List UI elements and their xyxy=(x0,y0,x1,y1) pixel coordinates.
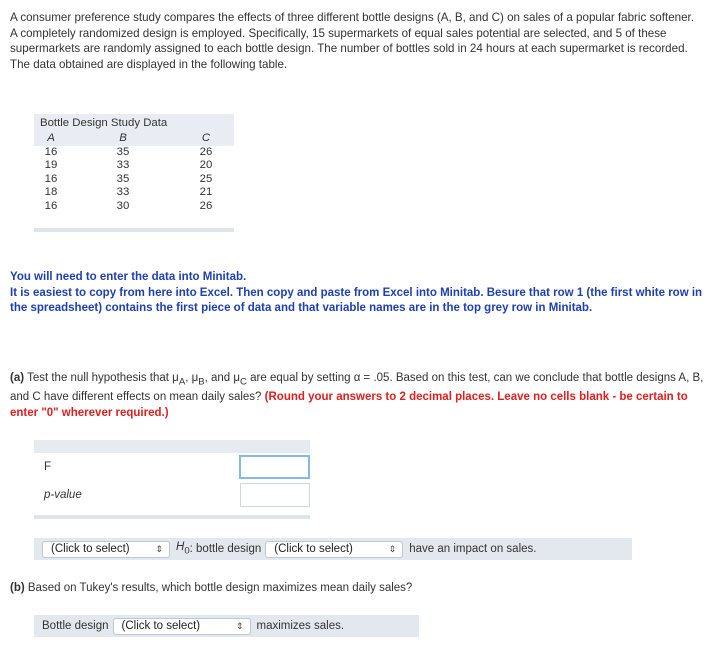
table-cell: 35 xyxy=(116,145,130,158)
table-cell: 16 xyxy=(44,145,58,158)
f-row xyxy=(34,453,310,481)
question-b-label: (b) xyxy=(10,582,25,594)
table-row xyxy=(34,159,234,173)
question-a-label: (a) xyxy=(10,372,25,384)
h0-row xyxy=(34,538,632,560)
select-arrows-icon: ⇕ xyxy=(235,621,244,631)
bottle-design-select-value: (Click to select) xyxy=(121,620,201,632)
table-cell: 21 xyxy=(199,186,213,199)
mu-sub-b: B xyxy=(198,376,205,388)
question-a xyxy=(10,371,710,422)
table-cell: 16 xyxy=(44,172,58,185)
h0-label: $H_0$ xyxy=(176,541,190,557)
question-a-text-2: are equal by setting α = .05. Based on this test, can we conclude that bottle designs A, B, and C have different effects on mean daily sales? xyxy=(10,372,704,404)
table-cell: 16 xyxy=(44,199,58,212)
data-table-header xyxy=(34,132,234,146)
p-value-label: p-value xyxy=(44,489,82,501)
question-a-sep-2: , and μ xyxy=(204,372,241,384)
mu-sub-a: A xyxy=(178,376,186,388)
question-b xyxy=(10,582,710,594)
question-a-text-1: Test the null hypothesis that μ xyxy=(27,372,179,384)
table-cell: 25 xyxy=(199,172,213,185)
data-table xyxy=(34,114,234,234)
p-value-row xyxy=(34,481,310,509)
table-cell: 18 xyxy=(44,186,58,199)
decision-select[interactable] xyxy=(42,541,170,558)
select-arrows-icon: ⇕ xyxy=(388,544,397,554)
tukey-row xyxy=(34,615,419,637)
rounding-instruction: (Round your answers to 2 decimal places. Leave no cells blank - be certain to enter "0" wherever required.) xyxy=(10,391,688,419)
column-header-c: C xyxy=(201,132,211,144)
table-row xyxy=(34,146,234,160)
minitab-note xyxy=(10,270,710,317)
impact-select-value: (Click to select) xyxy=(274,543,353,555)
table-cell: 30 xyxy=(116,199,130,212)
table-row xyxy=(34,200,234,214)
mu-sub-c: C xyxy=(240,376,247,388)
table-bottom-divider xyxy=(34,228,234,232)
table-cell: 19 xyxy=(44,159,58,172)
table-row xyxy=(34,173,234,187)
minitab-note-line1: You will need to enter the data into Minitab. xyxy=(10,271,247,283)
bottle-design-select[interactable] xyxy=(113,618,251,635)
minitab-note-line2: It is easiest to copy from here into Excel. Then copy and paste from Excel into Minitab. Besure that row 1 (the first white row in the spreadsheet) contains the first piece of data and that variable names are in the top grey row in Minitab. xyxy=(10,286,703,315)
tukey-suffix: maximizes sales. xyxy=(256,620,345,632)
p-value-input[interactable] xyxy=(240,483,310,507)
table-cell: 20 xyxy=(199,159,213,172)
table-cell: 35 xyxy=(116,172,130,185)
question-a-sep-1: , μ xyxy=(185,372,199,384)
problem-intro: A consumer preference study compares the effects of three different bottle designs (A, B, and C) on sales of a popular fabric softener. A completely randomized design is employed. Specifically, 15 supermarkets of equal sales potential are selected, and 5 of these supermarkets are randomly assigned to each bottle design. The number of bottles sold in 24 hours at each supermarket is recorded. The data obtained are displayed in the following table. xyxy=(10,11,694,71)
table-cell: 33 xyxy=(116,186,130,199)
table-cell: 33 xyxy=(116,159,130,172)
f-input[interactable] xyxy=(239,455,310,479)
column-header-a: A xyxy=(47,132,55,144)
table-cell: 26 xyxy=(199,199,213,212)
tukey-prefix: Bottle design xyxy=(42,620,109,632)
table-cell: 26 xyxy=(199,145,213,158)
answer-table xyxy=(34,440,310,519)
f-label: F xyxy=(44,461,52,473)
question-b-text: Based on Tukey's results, which bottle design maximizes mean daily sales? xyxy=(27,582,413,594)
data-table-title: Bottle Design Study Data xyxy=(40,117,168,129)
decision-select-value: (Click to select) xyxy=(51,543,130,555)
column-header-b: B xyxy=(119,132,127,144)
h0-text: : bottle design xyxy=(189,543,262,555)
answer-table-header xyxy=(34,440,310,453)
data-table-body xyxy=(34,146,234,234)
answer-table-bottom-divider xyxy=(34,515,310,519)
impact-select[interactable] xyxy=(265,541,403,558)
table-row xyxy=(34,186,234,200)
impact-text: have an impact on sales. xyxy=(409,543,537,555)
select-arrows-icon: ⇕ xyxy=(155,544,163,554)
